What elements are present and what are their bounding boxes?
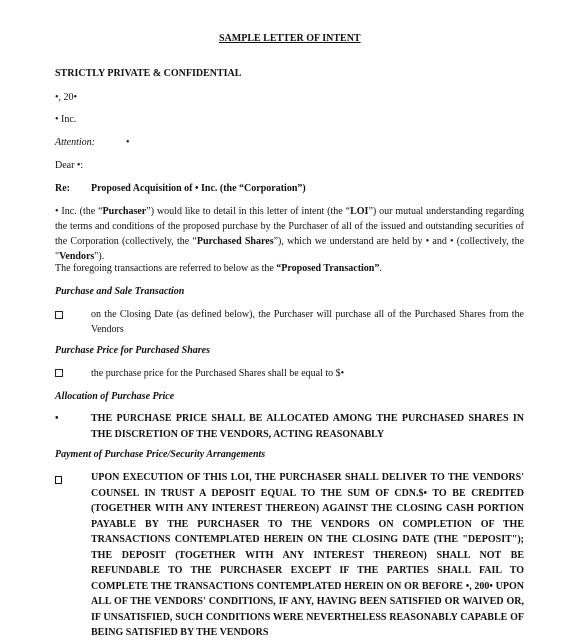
section-item-payment: UPON EXECUTION OF THIS LOI, THE PURCHASER SHALL DELIVER TO THE VENDORS' COUNSEL IN TRUST A DEPOSIT EQUAL TO THE SUM OF CDN.$• TO BE CREDITED (TOGETHER WITH ANY INTEREST THEREON) AGAINST THE CLOSING CASH PORTION PAYABLE BY THE PURCHASER TO THE VENDORS ON COMPLETION OF THE TRANSACTIONS CONTEMPLATED HEREIN ON THE CLOSING DATE (THE "DEPOSIT"); THE DEPOSIT (TOGETHER WITH ANY INTEREST THEREON) SHALL NOT BE REFUNDABLE TO THE PURCHASER EXCEPT IF THE PARTIES SHALL FAIL TO COMPLETE THE TRANSACTIONS CONTEMPLATED HEREIN ON OR BEFORE •, 200• UPON ALL OF THE VENDORS' CONDITIONS, IF ANY, HAVING BEEN SATISFIED OR WAIVED OR, IF UNSATISFIED, SUCH CONDITIONS WERE NEVERTHELESS REASONABLY CAPABLE OF BEING SATISFIED BY THE VENDORS: [91, 472, 524, 638]
checkbox-bullet-icon: [55, 474, 62, 489]
foregoing-term: “Proposed Transaction”: [276, 263, 380, 274]
intro-part2: ”) would like to detail in this letter of intent (the “: [146, 206, 351, 217]
section-item-purchase-sale: on the Closing Date (as defined below), the Purchaser will purchase all of the Purchased Shares from the Vendors: [91, 309, 524, 335]
document-title: SAMPLE LETTER OF INTENT: [219, 33, 361, 44]
section-item-purchase-price: the purchase price for the Purchased Shares shall be equal to $•: [91, 368, 345, 379]
attention-label: Attention:: [55, 137, 95, 148]
re-prefix: Proposed Acquisition of •: [91, 183, 199, 194]
section-item-allocation: THE PURCHASE PRICE SHALL BE ALLOCATED AMONG THE PURCHASED SHARES IN THE DISCRETION OF THE VENDORS, ACTING REASONABLY: [91, 413, 524, 440]
date-line: •, 20•: [55, 92, 78, 103]
section-heading-allocation: Allocation of Purchase Price: [55, 391, 175, 402]
checkbox-bullet-icon: [55, 309, 63, 324]
section-heading-payment: Payment of Purchase Price/Security Arrangements: [55, 449, 266, 460]
intro-loi: LOI: [350, 206, 369, 217]
checkbox-bullet-icon: [55, 367, 63, 382]
re-subject: [91, 181, 306, 196]
re-suffix: Inc. (the “Corporation”): [201, 183, 306, 194]
intro-part3: ”) our mutual understanding regarding the terms and conditions of the proposed purchase by the Purchaser of all of the issued and outstanding securities of the Corporation (collectively, the “: [55, 206, 524, 247]
bullet-icon: •: [55, 413, 59, 424]
foregoing-part2: .: [379, 263, 382, 274]
section-heading-purchase-price: Purchase Price for Purchased Shares: [55, 345, 211, 356]
salutation: Dear •:: [55, 160, 84, 171]
foregoing-part1: The foregoing transactions are referred to below as the: [55, 263, 277, 274]
addressee: • Inc.: [55, 114, 77, 125]
intro-part4: ”), which we understand are held by • and • (collectively, the ": [55, 236, 525, 262]
intro-paragraph: [55, 204, 524, 264]
intro-shares: Purchased Shares: [196, 236, 274, 247]
section-heading-purchase-sale: Purchase and Sale Transaction: [55, 286, 185, 297]
confidential-heading: STRICTLY PRIVATE & CONFIDENTIAL: [55, 68, 242, 79]
intro-part1: • Inc. (the “: [55, 206, 103, 217]
foregoing-paragraph: [55, 261, 382, 276]
intro-vendors: Vendors: [59, 251, 95, 262]
attention-value: •: [126, 137, 130, 148]
intro-purchaser: Purchaser: [102, 206, 147, 217]
re-label: Re:: [55, 183, 70, 194]
intro-part5: ").: [94, 251, 105, 262]
